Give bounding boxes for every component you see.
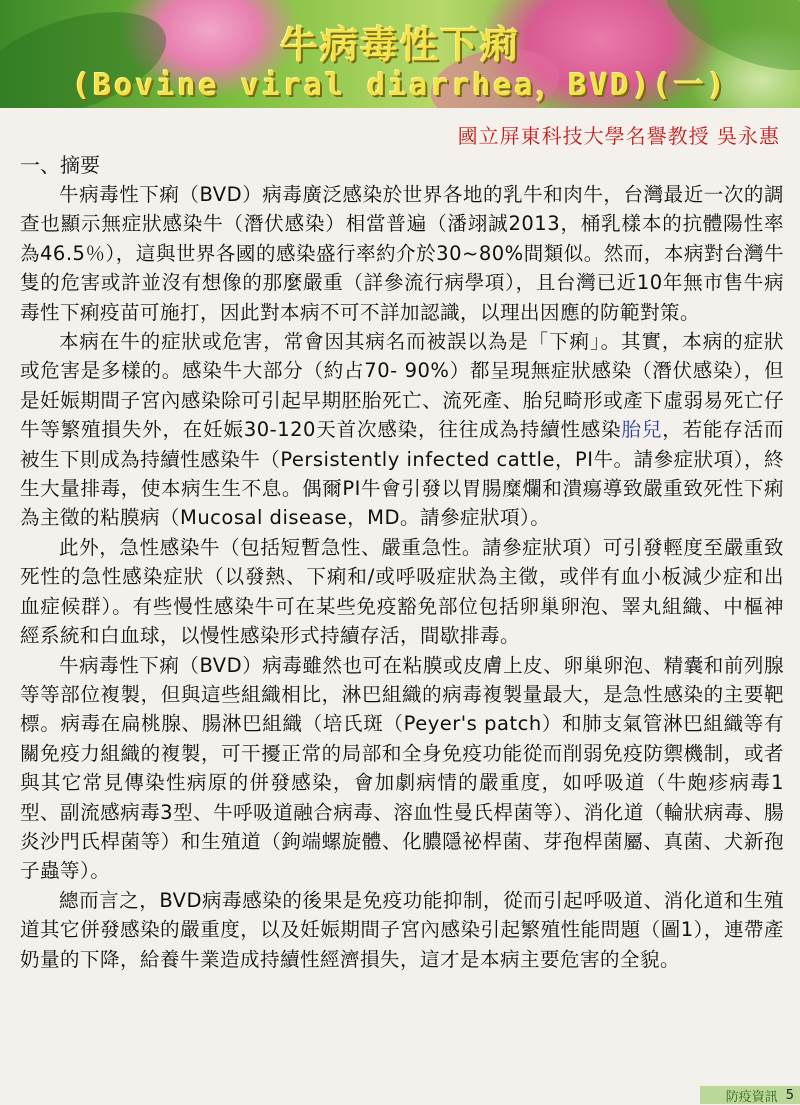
header-banner (0, 0, 800, 108)
highlighted-term: 胎兒 (621, 418, 663, 442)
paragraph-4: 牛病毒性下痢（BVD）病毒雖然也可在粘膜或皮膚上皮、卵巢卵泡、精囊和前列腺等等部位複製，但與這些組織相比，淋巴組織的病毒複製量最大，是急性感染的主要靶標。病毒在扁桃腺、腸淋巴組織（培氏斑（Peyer's patch）和肺支氣管淋巴組織等有關免疫力組織的複製，可干擾正常的局部和全身免疫功能從而削弱免疫防禦機制，或者與其它常見傳染性病原的併發感染，會加劇病情的嚴重度，如呼吸道（牛皰疹病毒1型、副流感病毒3型、牛呼吸道融合病毒、溶血性曼氏桿菌等）、消化道（輪狀病毒、腸炎沙門氏桿菌等）和生殖道（鉤端螺旋體、化膿隱祕桿菌、芽孢桿菌屬、真菌、犬新孢子蟲等）。 (20, 653, 784, 883)
paragraph-5: 總而言之，BVD病毒感染的後果是免疫功能抑制，從而引起呼吸道、消化道和生殖道其它併發感染的嚴重度，以及妊娠期間子宮內感染引起繁殖性能問題（圖1），連帶產奶量的下降，給養牛業造成持續性經濟損失，這才是本病主要危害的全貌。 (20, 888, 784, 971)
paragraph-3: 此外，急性感染牛（包括短暫急性、嚴重急性。請參症狀項）可引發輕度至嚴重致死性的急性感染症狀（以發熱、下痢和/或呼吸症狀為主徵，或伴有血小板減少症和出血症候群）。有些慢性感染牛可在某些免疫豁免部位包括卵巢卵泡、睪丸組織、中樞神經系統和白血球，以慢性感染形式持續存活，間歇排毒。 (20, 535, 784, 648)
author-line: 國立屏東科技大學名譽教授 吳永惠 (457, 124, 780, 148)
paragraph-1: 牛病毒性下痢（BVD）病毒廣泛感染於世界各地的乳牛和肉牛，台灣最近一次的調查也顯示無症狀感染牛（潛伏感染）相當普遍（潘翊誠2013，桶乳樣本的抗體陽性率為46.5％），這與世界各國的感染盛行率約介於30~80%間類似。然而，本病對台灣牛隻的危害或許並沒有想像的那麼嚴重（詳參流行病學項），且台灣已近10年無市售牛病毒性下痢疫苗可施打，因此對本病不可不詳加認識，以理出因應的防範對策。 (20, 183, 784, 324)
page-number: 5 (785, 1087, 794, 1103)
article-subtitle: (Bovine viral diarrhea，BVD)(一) (72, 68, 728, 103)
paragraph-2-part-b: ，若能存活而被生下則成為持續性感染牛（Persistently infected cattle，PI牛。請參症狀項），終生大量排毒，使本病生生不息。偶爾PI牛會引發以胃腸糜爛和潰瘍導致嚴重致死性下痢為主徵的粘膜病（Mucosal disease，MD。請參症狀項）。 (20, 418, 784, 530)
paragraph-2-part-a: 本病在牛的症狀或危害，常會因其病名而被誤以為是「下痢」。其實，本病的症狀或危害是多樣的。感染牛大部分（約占70- 90%）都呈現無症狀感染（潛伏感染），但是妊娠期間子宮內感染除可引起早期胚胎死亡、流死產、胎兒畸形或產下虛弱易死亡仔牛等繁殖損失外，在妊娠30-120天首次感染，往往成為持續性感染 (20, 330, 784, 442)
footer-bar (700, 1086, 800, 1104)
article-title: 牛病毒性下痢 (279, 23, 520, 67)
footer-section-label: 防疫資訊 (725, 1089, 778, 1105)
article-body (20, 150, 784, 974)
paragraph-2 (20, 327, 784, 533)
section-heading: 一、摘要 (20, 153, 100, 177)
